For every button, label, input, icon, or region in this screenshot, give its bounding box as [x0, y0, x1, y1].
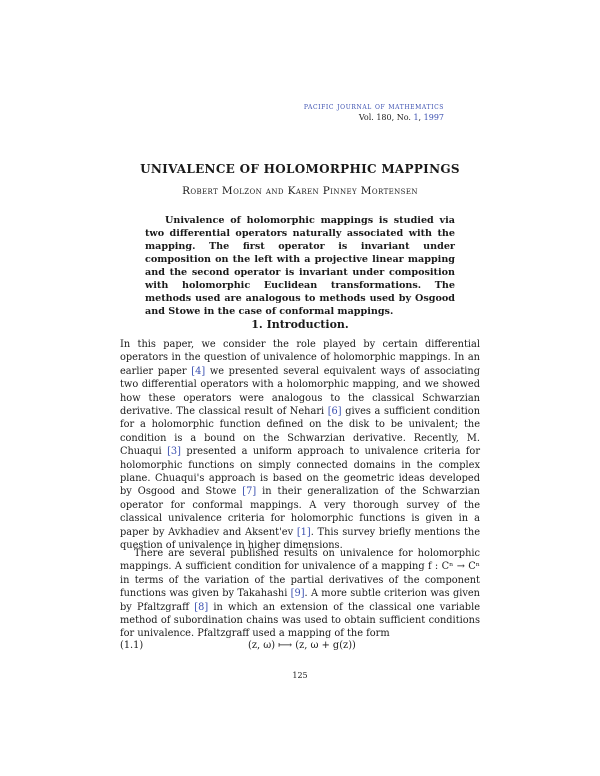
year-separator: ,: [418, 113, 424, 122]
paper-authors: Robert Molzon and Karen Pinney Mortensen: [182, 185, 418, 197]
text-run: in which an extension of the classical one variable method of subordination chains was used to obtain sufficient conditions for univalence. Pfaltzgraff used a mapping of the form: [120, 601, 480, 640]
text-run: . This survey briefly mentions the question of univalence in higher dimensions.: [120, 526, 481, 552]
journal-header: [304, 101, 444, 123]
text-run: we presented several equivalent ways of associating two differential operators with a holomorphic mapping, and we showed how these operators were analogous to the classical Schwarzian derivative. The classical result of Nehari: [120, 365, 480, 418]
citation-link[interactable]: [4]: [191, 365, 206, 377]
text-run: . A more subtle criterion was given by Pfaltzgraff: [120, 588, 480, 613]
text-run: gives a sufficient condition for a holomorphic function defined on the disk to be univalent; the condition is a bound on the Schwarzian derivative. Recently, M. Chuaqui: [120, 406, 480, 458]
citation-link[interactable]: [6]: [327, 406, 342, 418]
equation-number: (1.1): [120, 640, 144, 651]
text-run: presented a uniform approach to univalence criteria for holomorphic functions on simply connected domains in the complex plane. Chuaqui's approach is based on the geometric ideas developed by Osgood and Stowe: [120, 446, 480, 498]
paper-title: UNIVALENCE OF HOLOMORPHIC MAPPINGS: [140, 162, 460, 176]
paragraph-2: [120, 547, 480, 641]
citation-link[interactable]: [7]: [242, 486, 257, 498]
abstract: Univalence of holomorphic mappings is studied via two differential operators naturally associated with the mapping. The first operator is invariant under composition on the left with a projective linear mapping and the second operator is invariant under composition with holomorphic Euclidean transformations. The methods used are analogous to methods used by Osgood and Stowe in the case of conformal mappings.: [145, 215, 455, 317]
volume-line: [304, 112, 444, 123]
equation-expression: (z, ω) ⟼ (z, ω + g(z)): [248, 640, 356, 651]
page-number: 125: [292, 671, 308, 680]
year-link[interactable]: 1997: [423, 113, 444, 122]
volume-prefix: Vol. 180, No.: [358, 113, 414, 122]
citation-link[interactable]: [9]: [290, 588, 305, 600]
citation-link[interactable]: [1]: [296, 526, 311, 538]
paragraph-1: [120, 338, 480, 553]
section-heading: 1. Introduction.: [251, 318, 349, 331]
citation-link[interactable]: [3]: [167, 446, 181, 458]
text-run: in their generalization of the Schwarzian operator for conformal mappings. A very thorough survey of the classical univalence criteria for holomorphic functions is given in a paper by Avkhadiev and Aksent'ev: [120, 486, 480, 538]
citation-link[interactable]: [8]: [194, 601, 209, 613]
text-run: There are several published results on univalence for holomorphic mappings. A sufficient condition for univalence of a mapping f : Cⁿ → Cⁿ in terms of the variation of the partial derivatives of the component functions was given by Takahashi: [120, 548, 480, 600]
journal-name: pacific journal of mathematics: [303, 102, 444, 111]
text-run: In this paper, we consider the role played by certain differential operators in the question of univalence of holomorphic mappings. In an earlier paper: [120, 339, 480, 377]
issue-link[interactable]: 1: [413, 113, 419, 122]
